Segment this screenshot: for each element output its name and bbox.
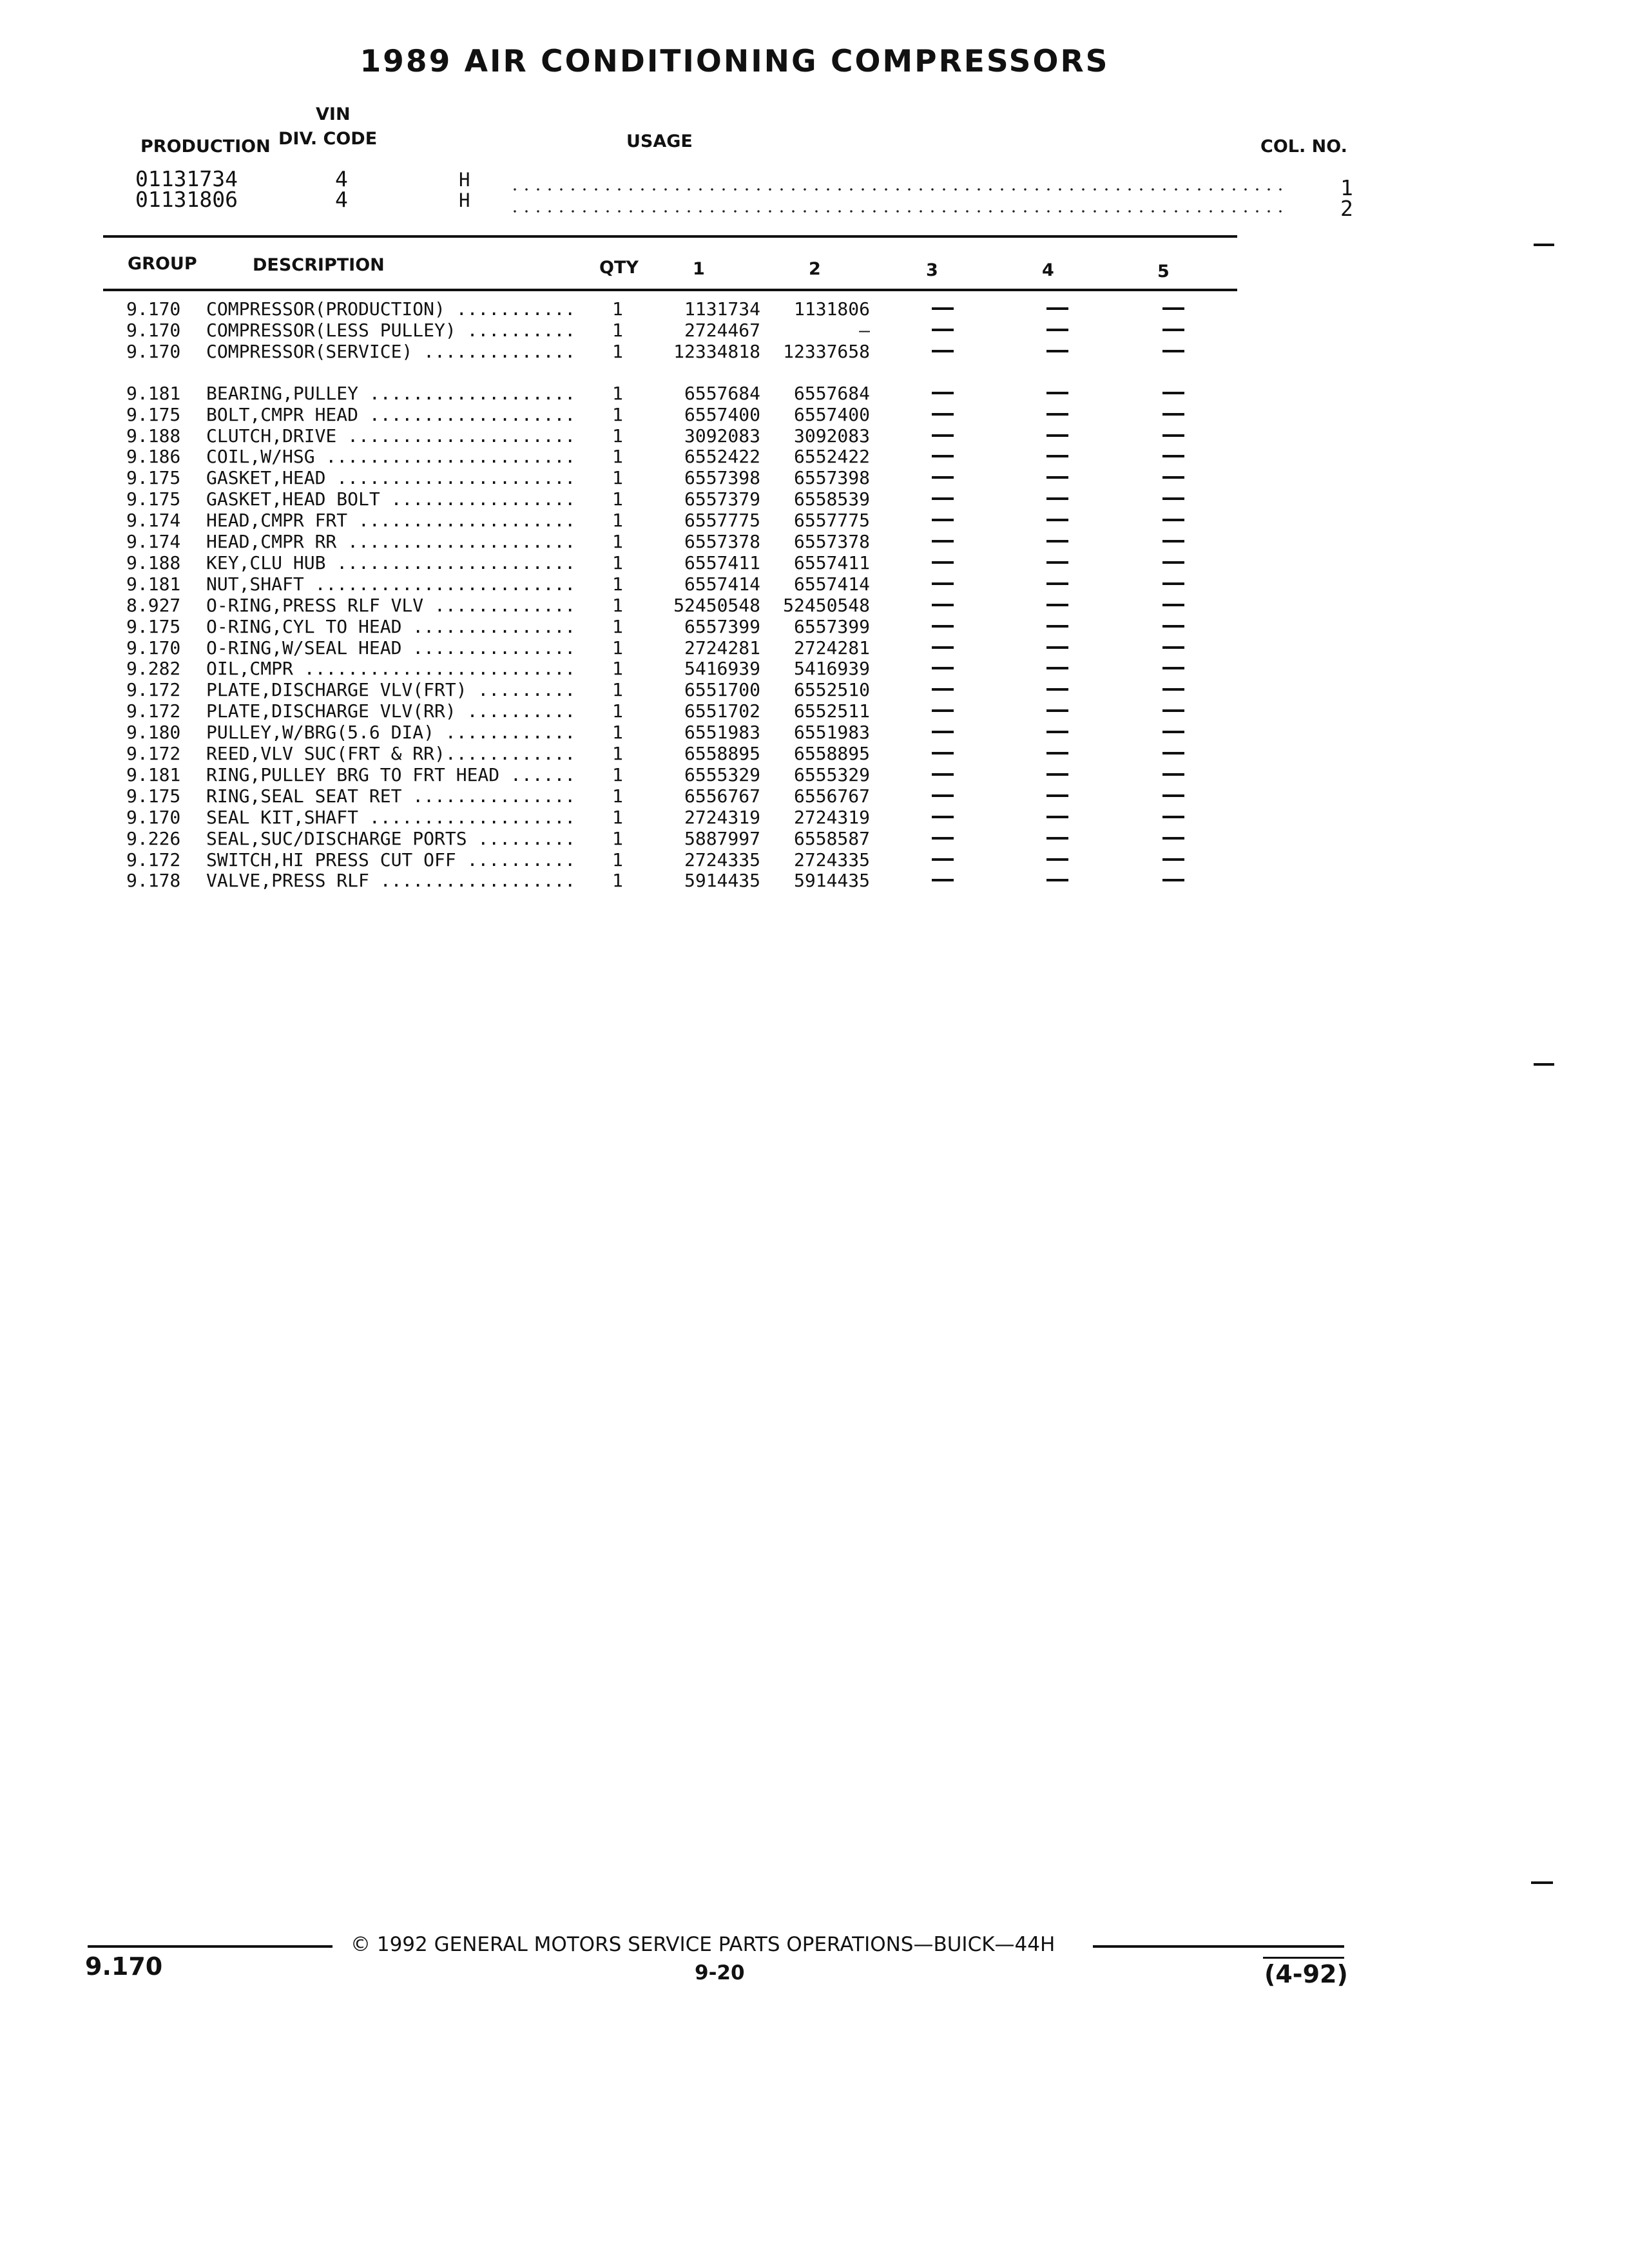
qty-cell: 1 xyxy=(612,637,623,658)
column-2-cell: 6558539 xyxy=(793,488,870,510)
column-1-cell: 2724335 xyxy=(684,849,760,870)
column-2-cell: 12337658 xyxy=(783,340,870,362)
column-2-cell: 6552422 xyxy=(793,446,870,468)
description-cell: COMPRESSOR(SERVICE) .............. xyxy=(206,340,576,362)
qty-header: QTY xyxy=(599,258,639,278)
empty-column-3-dash xyxy=(932,625,954,628)
column-1-cell: 6557411 xyxy=(684,552,760,573)
description-cell: BEARING,PULLEY ................... xyxy=(206,382,576,404)
empty-column-4-dash xyxy=(1046,392,1068,394)
group-cell: 8.927 xyxy=(126,594,181,616)
empty-column-5-dash xyxy=(1162,307,1184,310)
group-cell: 9.170 xyxy=(126,319,181,341)
column-2-cell: 5416939 xyxy=(793,658,870,680)
column-2-cell: 6555329 xyxy=(793,764,870,785)
empty-column-3-dash xyxy=(932,413,954,416)
group-cell: 9.188 xyxy=(126,552,181,573)
empty-column-5-dash xyxy=(1162,329,1184,331)
empty-column-4-dash xyxy=(1046,646,1068,649)
description-cell: SEAL,SUC/DISCHARGE PORTS ......... xyxy=(206,827,576,849)
column-2-cell: 6557398 xyxy=(793,467,870,489)
group-cell: 9.188 xyxy=(126,425,181,447)
group-cell: 9.170 xyxy=(126,340,181,362)
empty-column-3-dash xyxy=(932,455,954,457)
empty-column-3-dash xyxy=(932,307,954,310)
column-1-cell: 6556767 xyxy=(684,785,760,807)
production-number: 01131734 xyxy=(135,166,238,191)
group-cell: 9.178 xyxy=(126,870,181,892)
group-cell: 9.186 xyxy=(126,446,181,468)
qty-cell: 1 xyxy=(612,658,623,680)
qty-cell: 1 xyxy=(612,785,623,807)
column-2-cell: 6556767 xyxy=(793,785,870,807)
column-1-cell: 6551983 xyxy=(684,722,760,744)
empty-column-3-dash xyxy=(932,794,954,797)
empty-column-5-dash xyxy=(1162,752,1184,754)
margin-mark xyxy=(1531,1881,1553,1884)
empty-column-5-dash xyxy=(1162,794,1184,797)
column-2-cell: 6552510 xyxy=(793,679,870,701)
empty-column-4-dash xyxy=(1046,476,1068,479)
column-2-cell: 6558587 xyxy=(793,827,870,849)
column-number: 1 xyxy=(1340,175,1353,200)
column-1-cell: 6551702 xyxy=(684,700,760,722)
empty-column-4-dash xyxy=(1046,773,1068,776)
header-rule-top xyxy=(103,235,1237,238)
column-1-cell: 6551700 xyxy=(684,679,760,701)
column-1-cell: 1131734 xyxy=(684,298,760,320)
empty-column-5-dash xyxy=(1162,604,1184,606)
empty-column-5-dash xyxy=(1162,646,1184,649)
empty-column-5-dash xyxy=(1162,731,1184,733)
empty-column-3-dash xyxy=(932,646,954,649)
qty-cell: 1 xyxy=(612,700,623,722)
group-cell: 9.170 xyxy=(126,298,181,320)
empty-column-4-dash xyxy=(1046,752,1068,754)
description-cell: KEY,CLU HUB ...................... xyxy=(206,552,576,573)
empty-column-4-dash xyxy=(1046,667,1068,669)
empty-column-5-dash xyxy=(1162,413,1184,416)
revision-date: (4-92) xyxy=(1264,1960,1348,1988)
qty-cell: 1 xyxy=(612,446,623,468)
column-1-cell: 6557400 xyxy=(684,403,760,425)
empty-column-5-dash xyxy=(1162,434,1184,437)
div-code-header: DIV. CODE xyxy=(278,129,378,149)
column-1-cell: 6557378 xyxy=(684,531,760,552)
leader-dots xyxy=(509,188,1282,191)
empty-column-4-dash xyxy=(1046,455,1068,457)
division-code: 4 xyxy=(335,187,348,212)
column-1-cell: 6557398 xyxy=(684,467,760,489)
column-1-cell: 6557684 xyxy=(684,382,760,404)
column-1-cell: 52450548 xyxy=(673,594,760,616)
qty-cell: 1 xyxy=(612,340,623,362)
empty-column-5-dash xyxy=(1162,709,1184,712)
page-number: 9-20 xyxy=(695,1961,745,1984)
empty-column-3-dash xyxy=(932,731,954,733)
empty-column-3-dash xyxy=(932,858,954,861)
qty-cell: 1 xyxy=(612,573,623,595)
margin-mark xyxy=(1534,244,1554,246)
column-1-cell: 6557399 xyxy=(684,615,760,637)
group-cell: 9.172 xyxy=(126,849,181,870)
column-2-cell: 6551983 xyxy=(793,722,870,744)
group-cell: 9.175 xyxy=(126,488,181,510)
description-cell: O-RING,CYL TO HEAD ............... xyxy=(206,615,576,637)
empty-column-4-dash xyxy=(1046,540,1068,543)
description-cell: NUT,SHAFT ........................ xyxy=(206,573,576,595)
column-1-cell: 5416939 xyxy=(684,658,760,680)
qty-cell: 1 xyxy=(612,722,623,744)
empty-column-3-dash xyxy=(932,519,954,521)
empty-column-4-dash xyxy=(1046,582,1068,585)
group-header: GROUP xyxy=(128,254,197,274)
header-rule-bottom xyxy=(103,289,1237,291)
qty-cell: 1 xyxy=(612,679,623,701)
group-cell: 9.175 xyxy=(126,615,181,637)
vin-code: H xyxy=(459,169,470,191)
qty-cell: 1 xyxy=(612,870,623,892)
empty-column-3-dash xyxy=(932,773,954,776)
empty-column-3-dash xyxy=(932,540,954,543)
qty-cell: 1 xyxy=(612,615,623,637)
empty-column-5-dash xyxy=(1162,540,1184,543)
qty-cell: 1 xyxy=(612,382,623,404)
empty-column-5-dash xyxy=(1162,455,1184,457)
empty-column-4-dash xyxy=(1046,688,1068,691)
column-3-header: 3 xyxy=(926,260,938,280)
description-cell: COIL,W/HSG ....................... xyxy=(206,446,576,468)
column-2-cell: 2724335 xyxy=(793,849,870,870)
empty-column-5-dash xyxy=(1162,561,1184,564)
division-code: 4 xyxy=(335,166,348,191)
column-1-cell: 2724467 xyxy=(684,319,760,341)
column-2-cell: 6558895 xyxy=(793,743,870,764)
empty-column-4-dash xyxy=(1046,497,1068,500)
qty-cell: 1 xyxy=(612,849,623,870)
column-1-cell: 12334818 xyxy=(673,340,760,362)
empty-column-4-dash xyxy=(1046,858,1068,861)
column-1-cell: 6558895 xyxy=(684,743,760,764)
description-cell: HEAD,CMPR FRT .................... xyxy=(206,510,576,532)
empty-column-3-dash xyxy=(932,476,954,479)
group-cell: 9.181 xyxy=(126,573,181,595)
column-number: 2 xyxy=(1340,196,1353,221)
qty-cell: 1 xyxy=(612,403,623,425)
empty-column-5-dash xyxy=(1162,392,1184,394)
empty-column-3-dash xyxy=(932,752,954,754)
footer-rule-right-2 xyxy=(1263,1957,1344,1959)
empty-column-3-dash xyxy=(932,392,954,394)
column-2-cell: 6557378 xyxy=(793,531,870,552)
qty-cell: 1 xyxy=(612,764,623,785)
column-2-cell: 2724281 xyxy=(793,637,870,658)
empty-column-4-dash xyxy=(1046,709,1068,712)
margin-mark xyxy=(1534,1063,1554,1066)
column-1-cell: 2724319 xyxy=(684,806,760,828)
empty-column-5-dash xyxy=(1162,837,1184,840)
footer-rule-left xyxy=(88,1945,333,1948)
column-1-cell: 6557414 xyxy=(684,573,760,595)
description-cell: PLATE,DISCHARGE VLV(FRT) ......... xyxy=(206,679,576,701)
description-cell: GASKET,HEAD ...................... xyxy=(206,467,576,489)
qty-cell: 1 xyxy=(612,743,623,764)
group-cell: 9.175 xyxy=(126,785,181,807)
column-2-cell: 6557684 xyxy=(793,382,870,404)
section-number: 9.170 xyxy=(85,1952,163,1981)
description-cell: RING,SEAL SEAT RET ............... xyxy=(206,785,576,807)
description-cell: RING,PULLEY BRG TO FRT HEAD ...... xyxy=(206,764,576,785)
vin-code: H xyxy=(459,189,470,211)
footer-rule-right xyxy=(1093,1945,1344,1948)
empty-column-4-dash xyxy=(1046,879,1068,881)
empty-column-4-dash xyxy=(1046,329,1068,331)
group-cell: 9.174 xyxy=(126,531,181,552)
qty-cell: 1 xyxy=(612,510,623,532)
empty-column-5-dash xyxy=(1162,879,1184,881)
column-1-cell: 6555329 xyxy=(684,764,760,785)
description-cell: SEAL KIT,SHAFT ................... xyxy=(206,806,576,828)
empty-column-3-dash xyxy=(932,816,954,818)
qty-cell: 1 xyxy=(612,488,623,510)
empty-column-5-dash xyxy=(1162,476,1184,479)
col-no-header: COL. NO. xyxy=(1260,137,1347,157)
empty-column-5-dash xyxy=(1162,688,1184,691)
description-cell: BOLT,CMPR HEAD ................... xyxy=(206,403,576,425)
column-2-cell: 6557411 xyxy=(793,552,870,573)
empty-column-4-dash xyxy=(1046,413,1068,416)
qty-cell: 1 xyxy=(612,298,623,320)
empty-column-5-dash xyxy=(1162,582,1184,585)
empty-column-5-dash xyxy=(1162,497,1184,500)
column-4-header: 4 xyxy=(1042,260,1054,280)
empty-column-3-dash xyxy=(932,582,954,585)
empty-column-3-dash xyxy=(932,879,954,881)
group-cell: 9.172 xyxy=(126,679,181,701)
empty-column-3-dash xyxy=(932,837,954,840)
leader-dots xyxy=(509,210,1282,213)
group-cell: 9.172 xyxy=(126,743,181,764)
empty-column-4-dash xyxy=(1046,731,1068,733)
column-2-cell: 6557399 xyxy=(793,615,870,637)
column-2-cell: 6557775 xyxy=(793,510,870,532)
empty-column-5-dash xyxy=(1162,667,1184,669)
group-cell: 9.170 xyxy=(126,637,181,658)
description-cell: PLATE,DISCHARGE VLV(RR) .......... xyxy=(206,700,576,722)
description-cell: SWITCH,HI PRESS CUT OFF .......... xyxy=(206,849,576,870)
vin-header: VIN xyxy=(316,104,351,124)
empty-column-3-dash xyxy=(932,604,954,606)
group-cell: 9.181 xyxy=(126,382,181,404)
group-cell: 9.181 xyxy=(126,764,181,785)
qty-cell: 1 xyxy=(612,425,623,447)
column-2-header: 2 xyxy=(809,259,821,279)
description-cell: OIL,CMPR ......................... xyxy=(206,658,576,680)
column-2-cell: 1131806 xyxy=(793,298,870,320)
group-cell: 9.172 xyxy=(126,700,181,722)
group-cell: 9.175 xyxy=(126,467,181,489)
group-cell: 9.170 xyxy=(126,806,181,828)
empty-column-3-dash xyxy=(932,350,954,352)
usage-header: USAGE xyxy=(626,131,693,151)
description-cell: COMPRESSOR(PRODUCTION) ........... xyxy=(206,298,576,320)
empty-column-3-dash xyxy=(932,329,954,331)
empty-column-3-dash xyxy=(932,667,954,669)
empty-column-4-dash xyxy=(1046,307,1068,310)
qty-cell: 1 xyxy=(612,594,623,616)
empty-column-3-dash xyxy=(932,434,954,437)
qty-cell: 1 xyxy=(612,531,623,552)
column-1-cell: 6552422 xyxy=(684,446,760,468)
column-5-header: 5 xyxy=(1157,262,1170,282)
empty-column-3-dash xyxy=(932,497,954,500)
column-2-cell: 6557400 xyxy=(793,403,870,425)
empty-column-3-dash xyxy=(932,688,954,691)
description-cell: CLUTCH,DRIVE ..................... xyxy=(206,425,576,447)
group-cell: 9.175 xyxy=(126,403,181,425)
column-1-cell: 6557775 xyxy=(684,510,760,532)
column-2-cell: — xyxy=(859,319,870,341)
empty-column-4-dash xyxy=(1046,816,1068,818)
column-2-cell: 6552511 xyxy=(793,700,870,722)
description-cell: O-RING,PRESS RLF VLV ............. xyxy=(206,594,576,616)
column-2-cell: 6557414 xyxy=(793,573,870,595)
empty-column-5-dash xyxy=(1162,350,1184,352)
description-cell: REED,VLV SUC(FRT & RR)............ xyxy=(206,743,576,764)
empty-column-4-dash xyxy=(1046,794,1068,797)
description-cell: HEAD,CMPR RR ..................... xyxy=(206,531,576,552)
empty-column-4-dash xyxy=(1046,350,1068,352)
description-cell: COMPRESSOR(LESS PULLEY) .......... xyxy=(206,319,576,341)
column-1-cell: 6557379 xyxy=(684,488,760,510)
empty-column-5-dash xyxy=(1162,519,1184,521)
group-cell: 9.226 xyxy=(126,827,181,849)
column-2-cell: 52450548 xyxy=(783,594,870,616)
qty-cell: 1 xyxy=(612,806,623,828)
empty-column-5-dash xyxy=(1162,625,1184,628)
description-header: DESCRIPTION xyxy=(253,255,385,275)
group-cell: 9.174 xyxy=(126,510,181,532)
column-2-cell: 2724319 xyxy=(793,806,870,828)
qty-cell: 1 xyxy=(612,467,623,489)
page-title: 1989 AIR CONDITIONING COMPRESSORS xyxy=(360,44,1110,79)
empty-column-5-dash xyxy=(1162,773,1184,776)
empty-column-5-dash xyxy=(1162,858,1184,861)
description-cell: O-RING,W/SEAL HEAD ............... xyxy=(206,637,576,658)
empty-column-4-dash xyxy=(1046,604,1068,606)
column-1-header: 1 xyxy=(693,259,705,279)
column-1-cell: 3092083 xyxy=(684,425,760,447)
copyright-line: © 1992 GENERAL MOTORS SERVICE PARTS OPERATIONS—BUICK—44H xyxy=(351,1933,1055,1956)
description-cell: VALVE,PRESS RLF .................. xyxy=(206,870,576,892)
column-1-cell: 5914435 xyxy=(684,870,760,892)
empty-column-4-dash xyxy=(1046,434,1068,437)
qty-cell: 1 xyxy=(612,319,623,341)
group-cell: 9.282 xyxy=(126,658,181,680)
empty-column-4-dash xyxy=(1046,625,1068,628)
empty-column-3-dash xyxy=(932,561,954,564)
qty-cell: 1 xyxy=(612,827,623,849)
empty-column-5-dash xyxy=(1162,816,1184,818)
group-cell: 9.180 xyxy=(126,722,181,744)
description-cell: PULLEY,W/BRG(5.6 DIA) ............ xyxy=(206,722,576,744)
column-1-cell: 5887997 xyxy=(684,827,760,849)
empty-column-4-dash xyxy=(1046,837,1068,840)
description-cell: GASKET,HEAD BOLT ................. xyxy=(206,488,576,510)
production-header: PRODUCTION xyxy=(140,137,271,157)
empty-column-4-dash xyxy=(1046,519,1068,521)
column-2-cell: 5914435 xyxy=(793,870,870,892)
qty-cell: 1 xyxy=(612,552,623,573)
production-number: 01131806 xyxy=(135,187,238,212)
column-2-cell: 3092083 xyxy=(793,425,870,447)
empty-column-3-dash xyxy=(932,709,954,712)
column-1-cell: 2724281 xyxy=(684,637,760,658)
empty-column-4-dash xyxy=(1046,561,1068,564)
